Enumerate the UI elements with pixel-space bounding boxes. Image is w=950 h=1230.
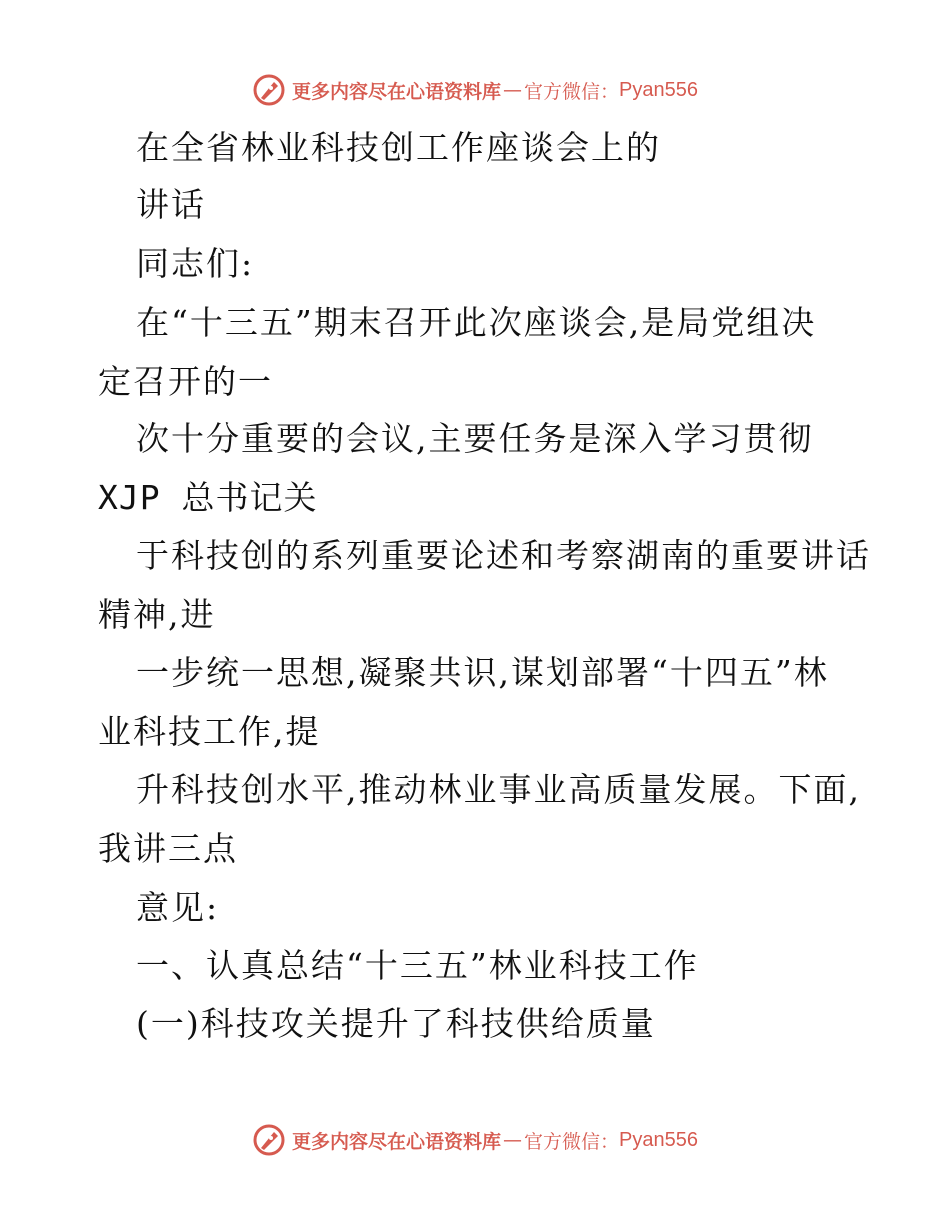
pen-nib-circle-icon <box>252 1123 286 1157</box>
paragraph-line: 意见: <box>136 888 220 927</box>
title-line-1: 在全省林业科技创工作座谈会上的 <box>136 128 661 167</box>
watermark-handle: Pyan556 <box>619 1128 698 1151</box>
paragraph-line: 我讲三点 <box>98 829 238 868</box>
paragraph-line: 一步统一思想,凝聚共识,谋划部署“十四五”林 <box>136 653 829 692</box>
salutation: 同志们: <box>136 244 255 283</box>
watermark-footer <box>0 1120 950 1160</box>
section-heading: 一、认真总结“十三五”林业科技工作 <box>136 946 699 985</box>
title-line-2: 讲话 <box>136 185 206 224</box>
watermark-text: 更多内容尽在心语资料库 <box>292 80 502 103</box>
watermark-separator: — <box>503 1129 523 1151</box>
paragraph-line: 次十分重要的会议,主要任务是深入学习贯彻 <box>136 419 814 458</box>
paragraph-line: 定召开的一 <box>98 362 273 401</box>
watermark-handle: Pyan556 <box>619 78 698 101</box>
watermark-prefix: 官方微信： <box>524 80 620 103</box>
paragraph-line: 在“十三五”期末召开此次座谈会,是局党组决 <box>136 303 817 342</box>
paragraph-line: 升科技创水平,推动林业事业高质量发展。下面, <box>136 770 861 809</box>
paragraph-line: XJP 总书记关 <box>98 478 318 517</box>
paragraph-line: 业科技工作,提 <box>98 712 321 751</box>
paragraph-line: 于科技创的系列重要论述和考察湖南的重要讲话 <box>136 536 871 575</box>
subsection-heading: (一)科技攻关提升了科技供给质量 <box>136 1004 656 1043</box>
paragraph-line: 精神,进 <box>98 595 216 634</box>
watermark-separator: — <box>503 79 523 101</box>
watermark-text: 更多内容尽在心语资料库 <box>292 1130 502 1153</box>
watermark-prefix: 官方微信： <box>524 1130 620 1153</box>
